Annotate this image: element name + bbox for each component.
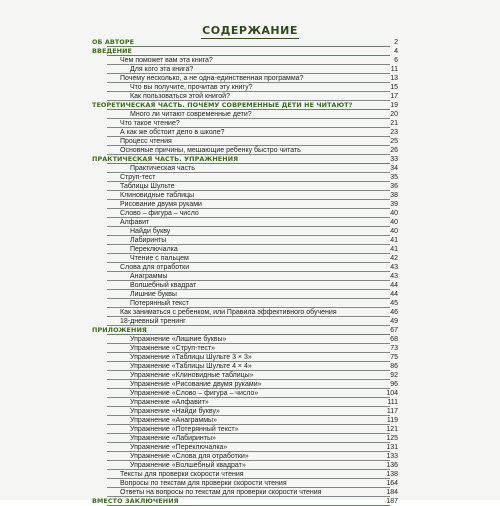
toc-entry-title: Практическая часть <box>130 165 195 172</box>
toc-entry-page: 11 <box>390 66 398 73</box>
toc-entry-title: Много ли читают современные дети? <box>130 111 252 118</box>
toc-entry-title: Упражнение «Волшебный квадрат» <box>130 462 246 469</box>
table-of-contents <box>92 38 398 506</box>
toc-entry <box>107 92 398 101</box>
toc-entry-page: 20 <box>390 111 398 118</box>
toc-entry <box>107 254 398 263</box>
toc-entry <box>107 272 398 281</box>
toc-entry-title: Лишние буквы <box>130 291 177 298</box>
toc-entry <box>107 344 398 353</box>
toc-entry-page: 21 <box>390 120 398 127</box>
toc-entry-title: Упражнение «Слова для отработки» <box>130 453 249 460</box>
toc-entry <box>107 83 398 92</box>
toc-entry-page: 136 <box>386 462 398 469</box>
toc-entry-page: 44 <box>390 291 398 298</box>
toc-entry-page: 4 <box>394 48 398 55</box>
toc-entry <box>107 191 398 200</box>
toc-entry-page: 49 <box>390 318 398 325</box>
toc-entry-page: 45 <box>390 300 398 307</box>
toc-entry-page: 17 <box>390 93 398 100</box>
toc-entry <box>107 425 398 434</box>
toc-entry <box>107 245 398 254</box>
toc-entry <box>107 209 398 218</box>
toc-entry-page: 86 <box>390 363 398 370</box>
toc-entry-title: Потерянный текст <box>130 300 189 307</box>
toc-entry-page: 40 <box>390 210 398 217</box>
toc-entry-title: Что такое чтение? <box>120 120 180 127</box>
toc-entry <box>107 146 398 155</box>
toc-entry-page: 15 <box>390 84 398 91</box>
toc-entry-title: Как пользоваться этой книгой? <box>130 93 230 100</box>
toc-entry-page: 23 <box>390 129 398 136</box>
toc-entry-page: 67 <box>390 327 398 334</box>
toc-entry-title: Процесс чтения <box>120 138 172 145</box>
toc-entry <box>107 56 398 65</box>
toc-section <box>92 47 398 56</box>
toc-entry-page: 75 <box>390 354 398 361</box>
toc-entry-page: 187 <box>386 498 398 505</box>
toc-entry-title: Рисование двумя руками <box>120 201 202 208</box>
toc-entry-title: Упражнение «Таблицы Шульте 4 × 4» <box>130 363 252 370</box>
toc-entry-page: 26 <box>390 147 398 154</box>
toc-entry-title: ВМЕСТО ЗАКЛЮЧЕНИЯ <box>92 497 179 505</box>
toc-entry <box>107 461 398 470</box>
toc-entry <box>107 290 398 299</box>
toc-entry-page: 117 <box>386 408 398 415</box>
toc-entry-page: 96 <box>390 381 398 388</box>
toc-entry-title: Упражнение «Переключалка» <box>130 444 228 451</box>
toc-entry <box>107 362 398 371</box>
toc-entry <box>107 317 398 326</box>
toc-entry-page: 104 <box>386 390 398 397</box>
toc-entry <box>107 335 398 344</box>
toc-entry <box>107 128 398 137</box>
toc-entry-title: Упражнение «Струп-тест» <box>130 345 215 352</box>
toc-entry <box>107 236 398 245</box>
toc-entry-page: 36 <box>390 183 398 190</box>
toc-entry-title: Тексты для проверки скорости чтения <box>120 471 244 478</box>
toc-entry <box>107 389 398 398</box>
toc-entry <box>107 218 398 227</box>
toc-entry <box>107 173 398 182</box>
toc-entry-page: 38 <box>390 192 398 199</box>
toc-title-text: СОДЕРЖАНИЕ <box>202 24 298 37</box>
toc-entry <box>107 137 398 146</box>
toc-entry-title: Клиновидные таблицы <box>120 192 195 199</box>
toc-entry-title: Анаграммы <box>130 273 168 280</box>
toc-section <box>92 38 398 47</box>
toc-title <box>0 24 500 37</box>
toc-section <box>92 155 398 164</box>
toc-entry-page: 92 <box>390 372 398 379</box>
toc-entry <box>107 407 398 416</box>
toc-entry-title: Упражнение «Слово – фигура – число» <box>130 390 259 397</box>
toc-entry <box>107 281 398 290</box>
toc-entry <box>107 308 398 317</box>
toc-entry-title: ТЕОРЕТИЧЕСКАЯ ЧАСТЬ. ПОЧЕМУ СОВРЕМЕННЫЕ ДЕТИ НЕ ЧИТАЮТ? <box>92 101 353 109</box>
toc-entry <box>107 398 398 407</box>
toc-entry-title: А как же обстоит дело в школе? <box>120 129 225 136</box>
toc-entry-page: 33 <box>390 156 398 163</box>
toc-entry-title: Упражнение «Клиновидные таблицы» <box>130 372 254 379</box>
toc-entry-page: 42 <box>390 255 398 262</box>
toc-entry <box>107 380 398 389</box>
toc-entry <box>107 65 398 74</box>
toc-entry-page: 131 <box>386 444 398 451</box>
toc-entry-title: Ответы на вопросы по текстам для проверки скорости чтения <box>120 489 322 496</box>
toc-entry-title: Упражнение «Анаграммы» <box>130 417 217 424</box>
toc-entry-page: 25 <box>390 138 398 145</box>
toc-entry-title: Алфавит <box>120 219 150 226</box>
toc-entry <box>107 164 398 173</box>
toc-entry-title: Чем поможет вам эта книга? <box>120 57 213 64</box>
toc-entry-title: Таблицы Шульте <box>120 183 175 190</box>
toc-entry-page: 40 <box>390 219 398 226</box>
toc-entry-page: 2 <box>394 39 398 46</box>
toc-entry-page: 40 <box>390 228 398 235</box>
toc-entry-page: 164 <box>386 480 398 487</box>
toc-entry <box>107 434 398 443</box>
toc-entry-title: Струп-тест <box>120 174 156 181</box>
toc-entry-page: 43 <box>390 264 398 271</box>
toc-entry-title: Упражнение «Рисование двумя руками» <box>130 381 262 388</box>
toc-entry-title: Вопросы по текстам для проверки скорости чтения <box>120 480 287 487</box>
toc-entry <box>107 182 398 191</box>
toc-entry-page: 13 <box>390 75 398 82</box>
toc-entry-page: 125 <box>386 435 398 442</box>
toc-entry-title: ВВЕДЕНИЕ <box>92 47 133 55</box>
toc-entry-page: 41 <box>390 237 398 244</box>
toc-entry-page: 43 <box>390 273 398 280</box>
toc-entry-page: 19 <box>390 102 398 109</box>
toc-entry-page: 133 <box>386 453 398 460</box>
toc-entry-title: Лабиринты <box>130 237 167 244</box>
toc-entry <box>107 443 398 452</box>
toc-entry <box>107 416 398 425</box>
toc-section <box>92 497 398 506</box>
toc-entry-title: Чтение с пальцем <box>130 255 189 262</box>
toc-entry <box>107 110 398 119</box>
toc-entry <box>107 200 398 209</box>
toc-entry-title: Упражнение «Лабиринты» <box>130 435 216 442</box>
toc-entry-title: Что вы получите, прочитав эту книгу? <box>130 84 253 91</box>
toc-entry-title: ПРИЛОЖЕНИЯ <box>92 326 147 334</box>
toc-entry <box>107 479 398 488</box>
toc-entry-title: Волшебный квадрат <box>130 282 197 289</box>
toc-entry <box>107 227 398 236</box>
toc-entry-page: 41 <box>390 246 398 253</box>
toc-entry-title: Как заниматься с ребенком, или Правила эффективного обучения <box>120 309 337 316</box>
toc-entry <box>107 299 398 308</box>
toc-entry-page: 39 <box>390 201 398 208</box>
toc-entry-page: 121 <box>386 426 398 433</box>
toc-entry-title: Найди букву <box>130 228 171 235</box>
toc-entry-title: Упражнение «Найди букву» <box>130 408 220 415</box>
toc-entry-title: ПРАКТИЧЕСКАЯ ЧАСТЬ. УПРАЖНЕНИЯ <box>92 155 239 163</box>
toc-entry-title: ОБ АВТОРЕ <box>92 38 135 46</box>
toc-entry-title: Слова для отработки <box>120 264 190 271</box>
toc-entry-title: Почему несколько, а не одна-единственная программа? <box>120 75 304 82</box>
toc-entry-page: 6 <box>394 57 398 64</box>
toc-entry <box>107 371 398 380</box>
toc-entry <box>107 353 398 362</box>
toc-section <box>92 326 398 335</box>
toc-entry-title: Упражнение «Таблицы Шульте 3 × 3» <box>130 354 252 361</box>
toc-entry-page: 44 <box>390 282 398 289</box>
toc-entry-title: Слово – фигура – число <box>120 210 199 217</box>
toc-section <box>92 101 398 110</box>
toc-entry <box>107 119 398 128</box>
toc-entry-title: Переключалка <box>130 246 178 253</box>
toc-entry-page: 34 <box>390 165 398 172</box>
toc-entry <box>107 452 398 461</box>
toc-entry <box>107 488 398 497</box>
toc-entry <box>107 263 398 272</box>
toc-entry-page: 35 <box>390 174 398 181</box>
toc-entry-page: 68 <box>390 336 398 343</box>
toc-entry <box>107 74 398 83</box>
toc-entry-page: 119 <box>386 417 398 424</box>
toc-entry-page: 138 <box>386 471 398 478</box>
toc-entry-page: 184 <box>386 489 398 496</box>
toc-entry-title: Для кого эта книга? <box>130 66 194 73</box>
toc-entry-title: Упражнение «Потерянный текст» <box>130 426 239 433</box>
toc-entry <box>107 470 398 479</box>
toc-entry-title: 18-дневный тренинг <box>120 318 186 325</box>
toc-entry-page: 46 <box>390 309 398 316</box>
toc-entry-page: 73 <box>390 345 398 352</box>
toc-entry-page: 111 <box>387 399 398 406</box>
toc-entry-title: Упражнение «Лишние буквы» <box>130 336 227 343</box>
toc-entry-title: Упражнение «Алфавит» <box>130 399 209 406</box>
toc-entry-title: Основные причины, мешающие ребенку быстро читать <box>120 147 301 154</box>
